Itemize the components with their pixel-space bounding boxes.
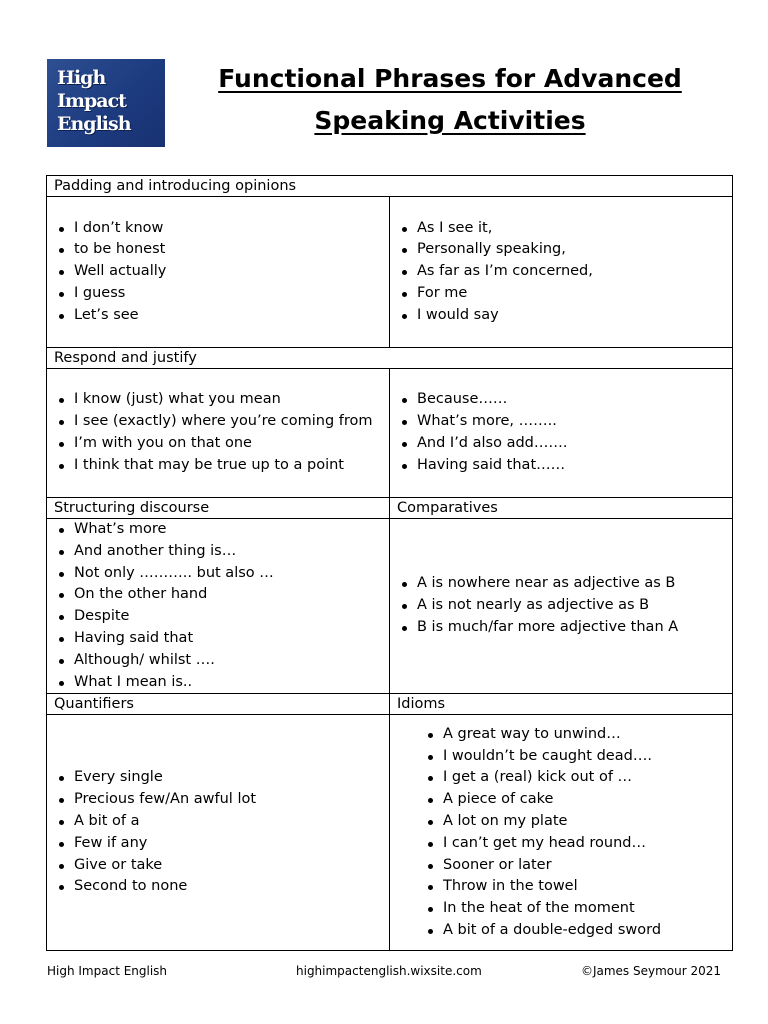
phrase-item: to be honest [74, 239, 389, 261]
phrase-item: I get a (real) kick out of … [443, 767, 732, 789]
phrase-item: Having said that…… [417, 455, 732, 477]
phrase-item: Let’s see [74, 305, 389, 327]
phrase-item: Well actually [74, 261, 389, 283]
phrase-item: Throw in the towel [443, 876, 732, 898]
phrase-item: Every single [74, 767, 389, 789]
padding-right-cell [390, 197, 733, 348]
phrase-item: I don’t know [74, 218, 389, 240]
quantifiers-cell [47, 715, 390, 951]
phrase-item: A is nowhere near as adjective as B [417, 573, 732, 595]
phrase-item: Give or take [74, 855, 389, 877]
footer-left: High Impact English [47, 964, 168, 978]
phrase-item: Because…… [417, 389, 732, 411]
phrase-item: A great way to unwind… [443, 724, 732, 746]
structuring-cell [47, 519, 390, 694]
section-heading-respond: Respond and justify [47, 348, 733, 369]
phrase-item: B is much/far more adjective than A [417, 617, 732, 639]
phrase-item: A bit of a [74, 811, 389, 833]
phrase-item: On the other hand [74, 584, 389, 606]
logo [47, 59, 165, 147]
respond-right-cell [390, 369, 733, 498]
phrase-item: For me [417, 283, 732, 305]
phrase-item: Not only ……….. but also … [74, 563, 389, 585]
phrase-item: A piece of cake [443, 789, 732, 811]
phrase-item: Personally speaking, [417, 239, 732, 261]
phrase-item: Having said that [74, 628, 389, 650]
phrase-list [54, 767, 389, 898]
phrase-item: Sooner or later [443, 855, 732, 877]
phrase-item: As I see it, [417, 218, 732, 240]
logo-line: Impact [57, 90, 126, 112]
phrase-item: Second to none [74, 876, 389, 898]
phrase-item: I’m with you on that one [74, 433, 389, 455]
phrase-item: And I’d also add……. [417, 433, 732, 455]
phrase-item: I guess [74, 283, 389, 305]
phrase-item: A bit of a double-edged sword [443, 920, 732, 942]
phrase-list [54, 218, 389, 327]
phrase-item: Although/ whilst …. [74, 650, 389, 672]
phrase-item: I think that may be true up to a point [74, 455, 389, 477]
phrase-list [397, 573, 732, 638]
phrase-item: I can’t get my head round… [443, 833, 732, 855]
title-line-1: Functional Phrases for Advanced [218, 64, 682, 93]
phrase-item: Precious few/An awful lot [74, 789, 389, 811]
phrases-table [46, 175, 733, 951]
section-heading-idioms: Idioms [390, 694, 733, 715]
comparatives-cell [390, 519, 733, 694]
logo-line: High [57, 67, 106, 89]
phrase-item: As far as I’m concerned, [417, 261, 732, 283]
phrase-item: I wouldn’t be caught dead…. [443, 746, 732, 768]
page-title [200, 58, 700, 142]
footer-copyright: ©James Seymour 2021 [580, 964, 721, 978]
section-heading-structuring: Structuring discourse [47, 498, 390, 519]
phrase-list [397, 389, 732, 476]
phrase-item: I know (just) what you mean [74, 389, 389, 411]
phrase-list [54, 519, 389, 693]
phrase-item: A is not nearly as adjective as B [417, 595, 732, 617]
title-line-2: Speaking Activities [314, 106, 586, 135]
footer-website: highimpactenglish.wixsite.com [296, 964, 482, 978]
phrase-item: What’s more, …….. [417, 411, 732, 433]
respond-left-cell [47, 369, 390, 498]
phrase-item: What I mean is.. [74, 672, 389, 694]
phrase-item: And another thing is… [74, 541, 389, 563]
phrase-item: A lot on my plate [443, 811, 732, 833]
phrase-list [54, 389, 389, 476]
padding-left-cell [47, 197, 390, 348]
phrase-item: I see (exactly) where you’re coming from [74, 411, 389, 433]
phrase-item: Few if any [74, 833, 389, 855]
phrase-item: Despite [74, 606, 389, 628]
section-heading-quantifiers: Quantifiers [47, 694, 390, 715]
phrase-item: I would say [417, 305, 732, 327]
phrase-item: In the heat of the moment [443, 898, 732, 920]
phrase-item: What’s more [74, 519, 389, 541]
phrase-list [397, 218, 732, 327]
phrase-list [397, 724, 732, 942]
idioms-cell [390, 715, 733, 951]
logo-line: English [57, 113, 131, 135]
section-heading-padding: Padding and introducing opinions [47, 176, 733, 197]
section-heading-comparatives: Comparatives [390, 498, 733, 519]
